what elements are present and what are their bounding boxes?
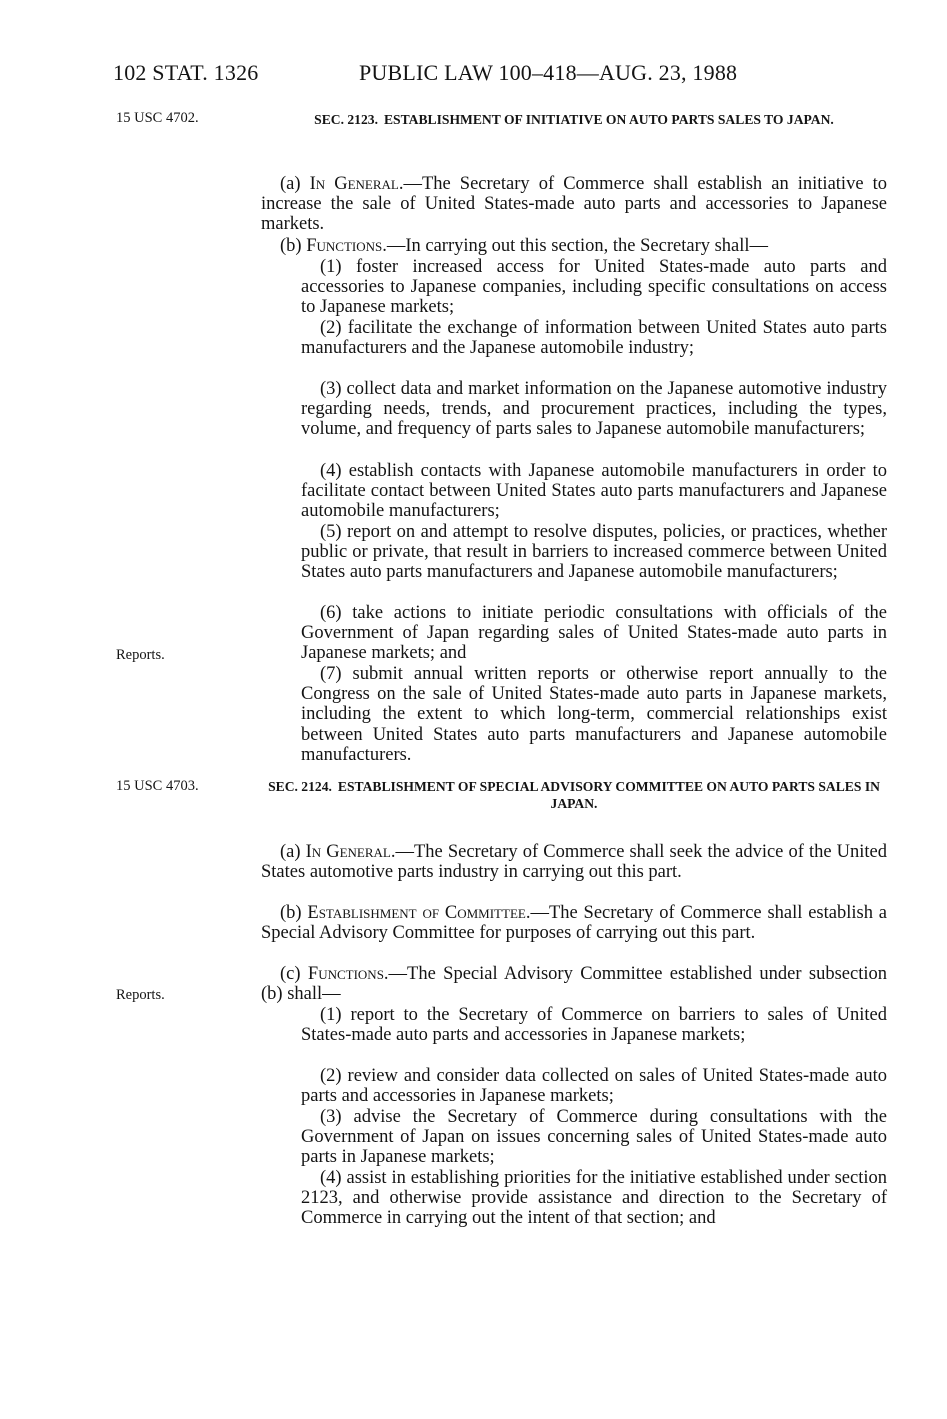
page-header-stat: 102 STAT. 1326 [113, 60, 259, 85]
subsection-a: (a) In General.—The Secretary of Commerce shall establish an initiative to increase the sale of United States-made auto parts and accessories to Japanese markets. [261, 173, 887, 235]
section-title: ESTABLISHMENT OF INITIATIVE ON AUTO PARTS SALES TO JAPAN. [383, 112, 834, 127]
list-item: (7) submit annual written reports or otherwise report annually to the Congress on the sale of United States-made auto parts in Japanese markets, including the extent to which long-term, commercial relationships exist between United States auto parts manufacturers and Japanese automobile manufacturers. [301, 663, 887, 766]
section-number: SEC. 2123. [314, 112, 378, 127]
margin-note-usc-4703: 15 USC 4703. [116, 778, 199, 794]
margin-note-reports: Reports. [116, 987, 165, 1003]
list-item: (4) establish contacts with Japanese automobile manufacturers in order to facilitate contact between United States auto parts manufacturers and Japanese automobile manufacturers; [301, 460, 887, 522]
subsection-heading: Functions [306, 235, 383, 256]
section-number: SEC. 2124. [268, 779, 332, 794]
list-item: (1) report to the Secretary of Commerce on barriers to sales of United States-made auto parts and accessories in Japanese markets; [301, 1004, 887, 1045]
page-header-law: PUBLIC LAW 100–418—AUG. 23, 1988 [359, 60, 738, 85]
list-item: (5) report on and attempt to resolve disputes, policies, or practices, whether public or private, that result in barriers to increased commerce between United States auto parts manufacturers and Japanese automobile manufacturers; [301, 521, 887, 583]
margin-note-usc-4702: 15 USC 4702. [116, 110, 199, 126]
list-item: (6) take actions to initiate periodic consultations with officials of the Government of Japan regarding sales of United States-made auto parts in Japanese markets; and [301, 602, 887, 664]
list-item: (1) foster increased access for United States-made auto parts and accessories to Japanese companies, including specific consultations on access to Japanese markets; [301, 256, 887, 318]
subsection-c: (c) Functions.—The Special Advisory Committee established under subsection (b) shall— [261, 963, 887, 1004]
section-heading-2123 [261, 111, 887, 128]
list-item: (3) advise the Secretary of Commerce during consultations with the Government of Japan on issues concerning sales of United States-made auto parts in Japanese markets; [301, 1106, 887, 1168]
margin-note-reports: Reports. [116, 647, 165, 663]
list-item: (4) assist in establishing priorities for the initiative established under section 2123, and otherwise provide assistance and direction to the Secretary of Commerce in carrying out the intent of that section; and [301, 1167, 887, 1229]
list-item: (3) collect data and market information on the Japanese automotive industry regarding needs, trends, and procurement practices, including the types, volume, and frequency of parts sales to Japanese automobile manufacturers; [301, 378, 887, 440]
subsection-heading: Establishment of Committee [307, 902, 526, 923]
subsection-b: (b) Functions.—In carrying out this section, the Secretary shall— [280, 235, 769, 256]
subsection-heading: Functions [307, 963, 384, 984]
subsection-b: (b) Establishment of Committee.—The Secretary of Commerce shall establish a Special Advisory Committee for purposes of carrying out this part. [261, 902, 887, 943]
section-heading-2124 [261, 778, 887, 812]
list-item: (2) review and consider data collected on sales of United States-made auto parts and accessories in Japanese markets; [301, 1065, 887, 1106]
subsection-heading: In General [305, 841, 391, 862]
subsection-heading: In General [309, 173, 399, 194]
subsection-a: (a) In General.—The Secretary of Commerce shall seek the advice of the United States automotive parts industry in carrying out this part. [261, 841, 887, 882]
section-title: ESTABLISHMENT OF SPECIAL ADVISORY COMMITTEE ON AUTO PARTS SALES IN JAPAN. [337, 779, 880, 811]
list-item: (2) facilitate the exchange of information between United States auto parts manufacturers and the Japanese automobile industry; [301, 317, 887, 358]
